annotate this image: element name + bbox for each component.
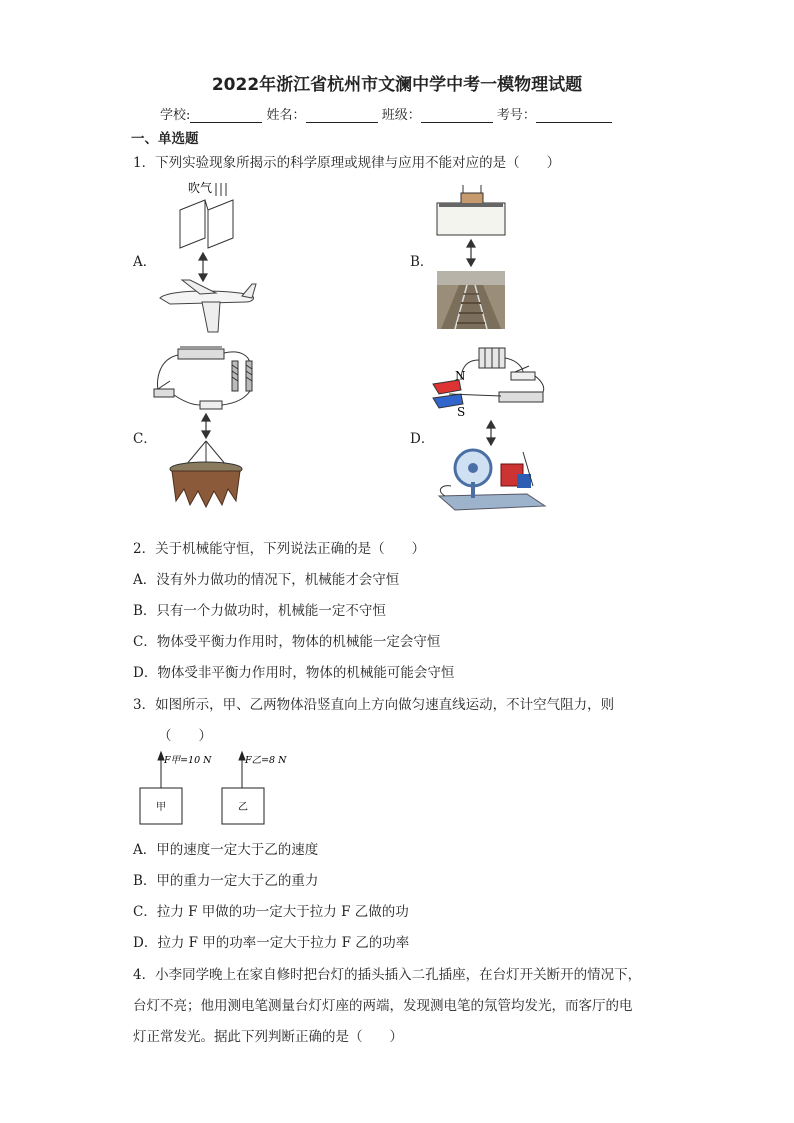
airplane-icon <box>160 280 256 332</box>
question-3-stem-blank: （ ） <box>158 728 212 744</box>
school-blank[interactable] <box>190 108 262 123</box>
exam-number-label: 考号： <box>496 108 536 123</box>
q3-figure <box>140 750 300 825</box>
double-arrow-icon <box>202 414 210 438</box>
question-3-stem: 3．如图所示，甲、乙两物体沿竖直向上方向做匀速直线运动，不计空气阻力，则 <box>133 697 615 713</box>
question-4-stem-line-3: 灯正常发光。据此下列判断正确的是（ ） <box>133 1029 403 1045</box>
box-yi-label: 乙 <box>238 802 248 813</box>
generator-model-photo <box>439 450 545 510</box>
q1-option-b-label: B． <box>410 254 434 270</box>
q3-option-b[interactable]: B．甲的重力一定大于乙的重力 <box>133 873 319 889</box>
q2-option-b[interactable]: B．只有一个力做功时，机械能一定不守恒 <box>133 603 386 619</box>
q1-option-a-label: A． <box>133 254 157 270</box>
school-label: 学校: <box>160 108 191 123</box>
q1-option-c-label: C． <box>133 431 157 447</box>
exam-title: 2022年浙江省杭州市文澜中学中考一模物理试题 <box>211 75 583 95</box>
blow-label: 吹气 <box>188 181 213 195</box>
q2-option-d[interactable]: D．物体受非平衡力作用时，物体的机械能可能会守恒 <box>133 665 455 681</box>
magnet-s-label: S <box>457 405 466 419</box>
q2-option-c[interactable]: C．物体受平衡力作用时，物体的机械能一定会守恒 <box>133 634 441 650</box>
pressure-tray-icon <box>437 185 505 235</box>
q2-option-a[interactable]: A．没有外力做功的情况下，机械能才会守恒 <box>133 572 400 588</box>
q3-option-a[interactable]: A．甲的速度一定大于乙的速度 <box>133 842 319 858</box>
question-1-stem: 1．下列实验现象所揭示的科学原理或规律与应用不能对应的是（ ） <box>133 155 561 171</box>
double-arrow-icon <box>199 253 207 281</box>
class-label: 班级： <box>381 108 421 123</box>
double-arrow-icon <box>467 240 475 266</box>
q1-figure-c <box>150 343 270 513</box>
q1-figure-d <box>425 346 555 516</box>
horseshoe-magnet-icon <box>433 369 501 419</box>
student-info-line <box>160 104 612 123</box>
question-4-stem-line-2: 台灯不亮；他用测电笔测量台灯灯座的两端，发现测电笔的氖管均发光，而客厅的电 <box>133 998 633 1014</box>
name-blank[interactable] <box>306 108 378 123</box>
box-jia-label: 甲 <box>156 802 166 813</box>
q1-figure-b <box>435 183 545 333</box>
q1-option-d-label: D． <box>410 431 435 447</box>
railway-track-photo <box>437 271 505 329</box>
name-label: 姓名： <box>266 108 306 123</box>
force-yi-label: F乙=8 N <box>245 755 287 766</box>
section-heading: 一、单选题 <box>131 131 199 147</box>
q1-figure-a <box>160 180 270 340</box>
lifting-electromagnet-photo <box>170 441 242 507</box>
magnet-n-label: N <box>455 369 466 383</box>
class-blank[interactable] <box>421 108 493 123</box>
question-4-stem-line-1: 4．小李同学晚上在家自修时把台灯的插头插入二孔插座，在台灯开关断开的情况下， <box>133 967 642 983</box>
q3-option-d[interactable]: D．拉力 F 甲的功率一定大于拉力 F 乙的功率 <box>133 935 410 951</box>
force-jia-label: F甲=10 N <box>164 755 212 766</box>
q3-option-c[interactable]: C．拉力 F 甲做的功一定大于拉力 F 乙做的功 <box>133 904 409 920</box>
question-2-stem: 2．关于机械能守恒，下列说法正确的是（ ） <box>133 541 426 557</box>
double-arrow-icon <box>487 421 495 445</box>
exam-number-blank[interactable] <box>536 108 612 123</box>
